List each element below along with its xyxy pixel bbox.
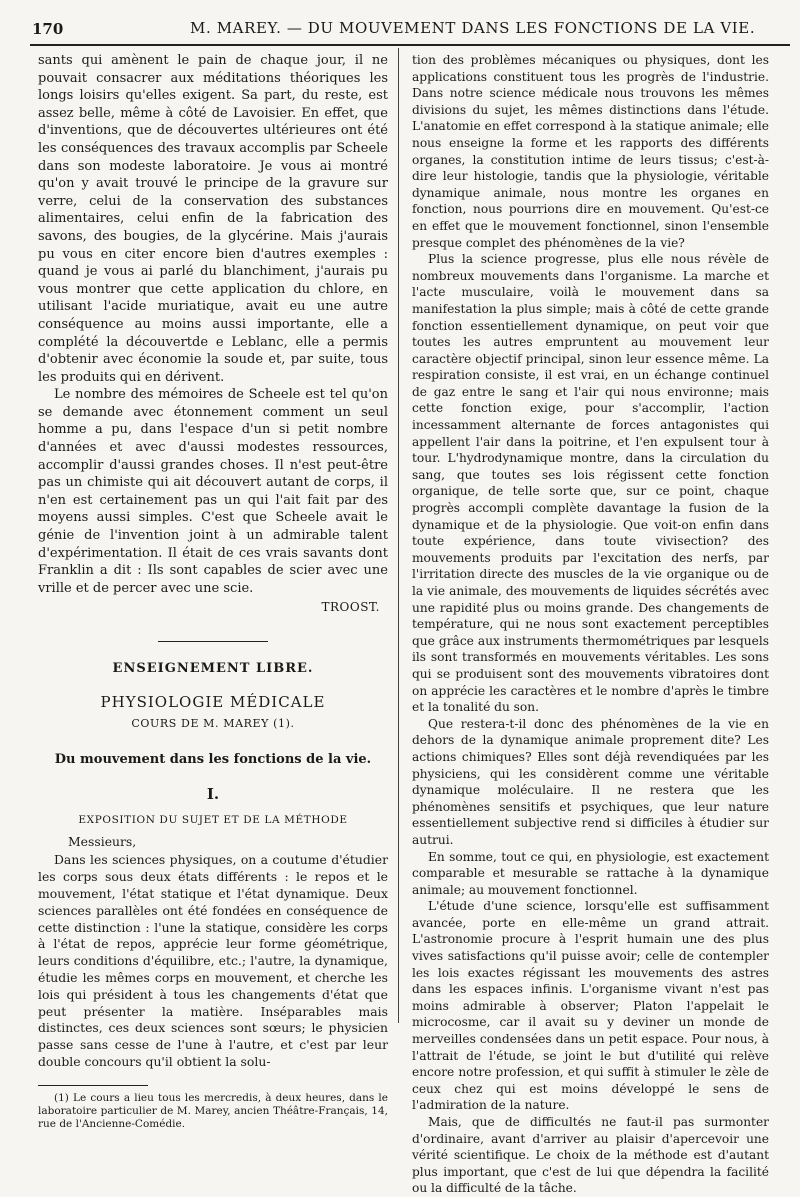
paragraph: tion des problèmes mécaniques ou physiques, dont les applications constituent tous les progrès de l'industrie. Dans notre science médicale nous trouvons les mêmes divisions du sujet, les mêmes distinctions dans l'étude. L'anatomie en effet correspond à la statique animale; elle nous enseigne la forme et les rapports des différents organes, la constitution intime de leurs tissus; c'est-à-dire leur histologie, tandis que la physiologie, véritable dynamique animale, nous montre les organes en fonction, nous pourrions dire en mouvement. Qu'est-ce en effet que le mouvement fonctionnel, sinon l'ensemble presque complet des phénomènes de la vie? [412, 53, 769, 250]
rubric-heading: ENSEIGNEMENT LIBRE. [112, 661, 314, 676]
page-number: 170 [32, 20, 64, 38]
section-rule [158, 641, 268, 642]
paragraph: Dans les sciences physiques, on a coutume d'étudier les corps sous deux états différents : le repos et le mouvement, l'état statique et l'état dynamique. Deux sciences parallèles ont été fondées en conséquence de cette distinction : l'une la statique, considère les corps à l'état de repos, apprécie leur forme géométrique, leurs conditions d'équilibre, etc.; l'autre, la dynamique, étudie les mêmes corps en mouvement, et cherche les lois qui président à tous les changements d'état que peut présenter la matière. Inséparables mais distinctes, ces deux sciences sont sœurs; le physicien passe sans cesse de l'une à l'autre, et c'est par leur double concours qu'il obtient la solu- [38, 852, 388, 1069]
paragraph: En somme, tout ce qui, en physiologie, est exactement comparable et mesurable se rattache à la dynamique animale; au mouvement fonctionnel. [412, 849, 769, 897]
salutation: Messieurs, [68, 833, 137, 849]
author-signature: TROOST. [321, 600, 380, 615]
paragraph: Mais, que de difficultés ne faut-il pas surmonter d'ordinaire, avant d'arriver au plaisir d'apercevoir une vérité scientifique. Le choix de la méthode est d'autant plus important, que c'est de lui que dépendra la facilité ou la difficulté de la tâche. [412, 1115, 769, 1196]
paragraph: Que restera-t-il donc des phénomènes de la vie en dehors de la dynamique animale proprement dite? Les actions chimiques? Elles sont déjà revendiquées par les physiciens, qui les considèrent comme une véritable dynamique moléculaire. Il ne restera que les phénomènes sensitifs et psychiques, que leur nature essentiellement subjective rend si difficiles à étudier sur autrui. [412, 716, 769, 847]
course-line: COURS DE M. MAREY (1). [131, 717, 295, 731]
lecture-title: EXPOSITION DU SUJET ET DE LA MÉTHODE [78, 813, 348, 826]
section-title: PHYSIOLOGIE MÉDICALE [100, 692, 326, 711]
footnote-rule [38, 1085, 148, 1086]
paragraph: Le nombre des mémoires de Scheele est tel qu'on se demande avec étonnement comment un seul homme a pu, dans l'espace d'un si petit nombre d'années et avec d'aussi modestes ressources, accomplir d'aussi grandes choses. Il n'est peut-être pas un chimiste qui ait découvert autant de corps, il n'en est certainement pas un qui l'ait fait par des moyens aussi simples. C'est que Scheele avait le génie de l'invention joint à un admirable talent d'expérimentation. Il était de ces vrais savants dont Franklin a dit : Ils sont capables de scier avec une vrille et de percer avec une scie. [38, 387, 388, 596]
running-title: M. MAREY. — DU MOUVEMENT DANS LES FONCTIONS DE LA VIE. [190, 19, 756, 37]
paragraph: L'étude d'une science, lorsqu'elle est suffisamment avancée, porte en elle-même un grand attrait. L'astronomie procure à l'esprit humain une des plus vives satisfactions qu'il puisse avoir; celle de contempler les lois exactes régissant les mouvements des astres dans les espaces infinis. L'organisme vivant n'est pas moins admirable à observer; Platon l'appelait le microcosme, car il avait su y deviner un monde de merveilles condensées dans un petit espace. Pour nous, à l'attrait de l'étude, se joint le but d'utilité qui relève encore notre profession, et qui suffit à stimuler le zèle de ceux chez qui est moins développé le sens de l'admiration de la nature. [412, 899, 769, 1113]
column-divider [398, 48, 399, 1023]
article-subtitle: Du mouvement dans les fonctions de la vie. [54, 751, 372, 767]
left-column [38, 52, 388, 1131]
footnote: (1) Le cours a lieu tous les mercredis, à deux heures, dans le laboratoire particulier de M. Marey, ancien Théâtre-Français, 14, rue de l'Ancienne-Comédie. [38, 1091, 388, 1130]
paragraph: Plus la science progresse, plus elle nous révèle de nombreux mouvements dans l'organisme. La marche et l'acte musculaire, voilà le mouvement dans sa manifestation la plus simple; mais à côté de cette grande fonction essentiellement dynamique, on peut voir que toutes les autres empruntent au mouvement leur caractère objectif principal, sinon leur essence même. La respiration consiste, il est vrai, en un échange continuel de gaz entre le sang et l'air qui nous environne; mais cette fonction exige, pour s'accomplir, l'action incessamment alternante de forces antagonistes qui appellent l'air dans la poitrine, et l'en expulsent tour à tour. L'hydrodynamique montre, dans la circulation du sang, que toutes ses lois régissent cette fonction organique, de telle sorte que, sur ce point, chaque progrès accompli complète davantage la fusion de la dynamique et de la physiologie. Que voit-on enfin dans toute expérience, dans toute vivisection? des mouvements produits par l'excitation des nerfs, par l'irritation directe des muscles de la vie organique ou de la vie animale, des mouvements de liquides sécrétés avec une rapidité plus ou moins grande. Des changements de température, qui ne nous sont exactement perceptibles que grâce aux instruments thermométriques par lesquels ils sont transformés en mouvements véritables. Les sons qui se produisent sont des mouvements vibratoires dont on apprécie les caractères et le nombre d'après le timbre et la tonalité du son. [412, 252, 769, 715]
lecture-numeral: I. [206, 785, 220, 804]
page-header [30, 14, 790, 46]
paragraph: sants qui amènent le pain de chaque jour, il ne pouvait consacrer aux méditations théoriques les longs loisirs qu'elles exigent. Sa part, du reste, est assez belle, même à côté de Lavoisier. En effet, que d'inventions, que de découvertes ultérieures ont été les conséquences des travaux accomplis par Scheele dans son modeste laboratoire. Je vous ai montré qu'on y avait trouvé le principe de la gravure sur verre, celui de la conservation des substances alimentaires, celui enfin de la fabrication des savons, des bougies, de la glycérine. Mais j'aurais pu vous en citer encore bien d'autres exemples : quand je vous ai parlé du blanchiment, j'aurais pu vous montrer que cette application du chlore, en utilisant l'acide muriatique, avait eu une autre conséquence au moins aussi importante, elle a complété la découvertde e Leblanc, elle a permis d'obtenir avec économie la soude et, par suite, tous les produits qui en dérivent. [38, 53, 388, 385]
right-column [412, 52, 769, 1197]
